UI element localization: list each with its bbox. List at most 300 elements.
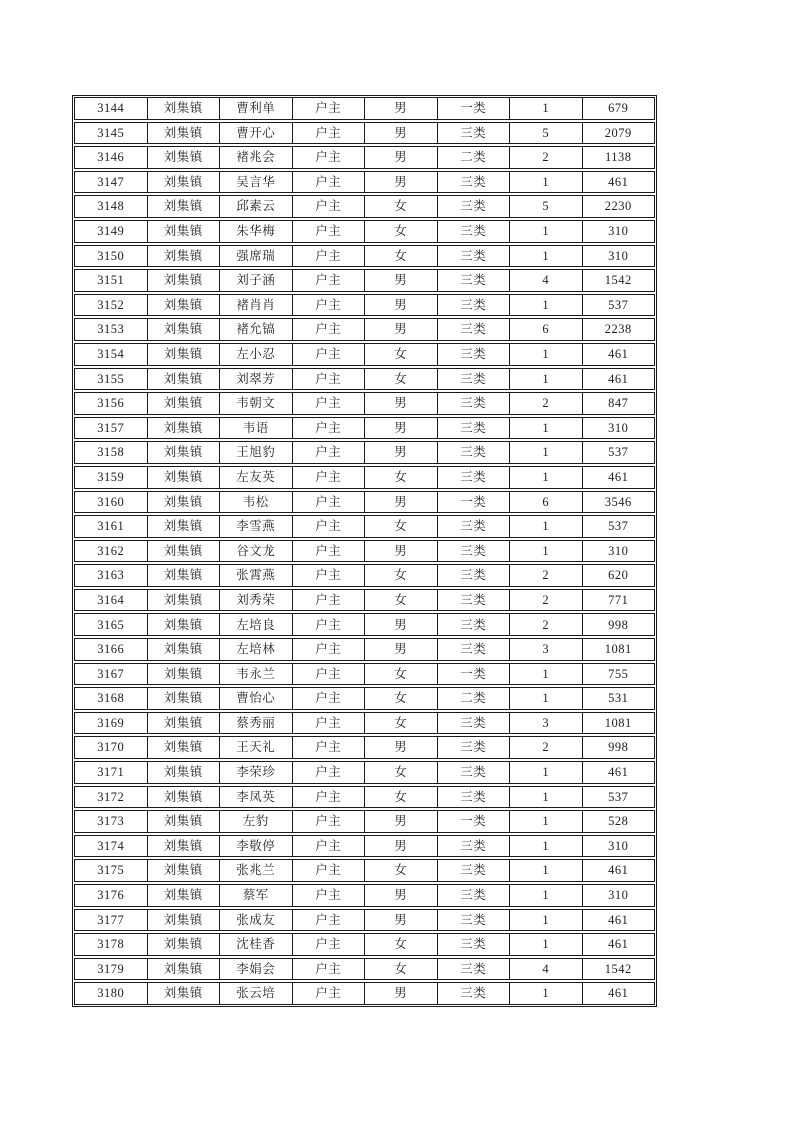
amount: 310 [582, 418, 655, 439]
town: 刘集镇 [147, 836, 220, 857]
town: 刘集镇 [147, 442, 220, 463]
category: 三类 [437, 983, 510, 1004]
amount: 1542 [582, 959, 655, 980]
name: 韦永兰 [219, 664, 292, 685]
name: 左培良 [219, 614, 292, 635]
relation: 户主 [292, 196, 365, 217]
category: 三类 [437, 344, 510, 365]
category: 三类 [437, 910, 510, 931]
relation: 户主 [292, 860, 365, 881]
household-count: 2 [509, 147, 582, 168]
name: 王天礼 [219, 737, 292, 758]
gender: 女 [364, 787, 437, 808]
serial-number: 3174 [97, 838, 125, 853]
serial-number: 3173 [97, 814, 125, 829]
name: 左豹 [219, 811, 292, 832]
category: 三类 [437, 123, 510, 144]
category: 三类 [437, 787, 510, 808]
household-count: 2 [509, 590, 582, 611]
gender: 女 [364, 565, 437, 586]
name: 朱华梅 [219, 221, 292, 242]
amount: 537 [582, 516, 655, 537]
amount: 537 [582, 787, 655, 808]
table-row [74, 245, 655, 268]
household-count: 2 [509, 737, 582, 758]
household-count: 1 [509, 369, 582, 390]
category: 三类 [437, 934, 510, 955]
name: 张云培 [219, 983, 292, 1004]
relation: 户主 [292, 614, 365, 635]
serial-number: 3150 [97, 248, 125, 263]
serial-number: 3167 [97, 666, 125, 681]
serial-number: 3170 [97, 740, 125, 755]
household-count: 1 [509, 246, 582, 267]
household-count: 1 [509, 541, 582, 562]
household-count: 2 [509, 565, 582, 586]
name: 张霄燕 [219, 565, 292, 586]
gender: 男 [364, 319, 437, 340]
town: 刘集镇 [147, 467, 220, 488]
household-count: 2 [509, 393, 582, 414]
relation: 户主 [292, 418, 365, 439]
gender: 女 [364, 467, 437, 488]
relation: 户主 [292, 123, 365, 144]
town: 刘集镇 [147, 811, 220, 832]
household-count: 1 [509, 664, 582, 685]
table-row [74, 220, 655, 243]
gender: 女 [364, 959, 437, 980]
serial-number: 3165 [97, 617, 125, 632]
gender: 女 [364, 516, 437, 537]
household-count: 1 [509, 516, 582, 537]
table-row [74, 859, 655, 882]
serial-number: 3178 [97, 937, 125, 952]
amount: 755 [582, 664, 655, 685]
gender: 男 [364, 836, 437, 857]
household-count: 1 [509, 811, 582, 832]
name: 曹利单 [219, 98, 292, 119]
gender: 男 [364, 983, 437, 1004]
household-count: 6 [509, 319, 582, 340]
category: 三类 [437, 860, 510, 881]
gender: 男 [364, 639, 437, 660]
relation: 户主 [292, 172, 365, 193]
household-count: 4 [509, 270, 582, 291]
relation: 户主 [292, 664, 365, 685]
relation: 户主 [292, 983, 365, 1004]
household-count: 1 [509, 221, 582, 242]
name: 强席瑞 [219, 246, 292, 267]
amount: 461 [582, 344, 655, 365]
table-row [74, 712, 655, 735]
category: 三类 [437, 319, 510, 340]
name: 左小忍 [219, 344, 292, 365]
serial-number: 3155 [97, 371, 125, 386]
serial-number: 3175 [97, 863, 125, 878]
gender: 女 [364, 344, 437, 365]
table-row [74, 933, 655, 956]
category: 三类 [437, 565, 510, 586]
town: 刘集镇 [147, 98, 220, 119]
gender: 男 [364, 295, 437, 316]
amount: 461 [582, 172, 655, 193]
relation: 户主 [292, 787, 365, 808]
serial-number: 3154 [97, 346, 125, 361]
gender: 男 [364, 123, 437, 144]
amount: 531 [582, 688, 655, 709]
name: 沈桂香 [219, 934, 292, 955]
relation: 户主 [292, 885, 365, 906]
relation: 户主 [292, 369, 365, 390]
gender: 男 [364, 442, 437, 463]
category: 三类 [437, 442, 510, 463]
gender: 男 [364, 98, 437, 119]
table-row [74, 761, 655, 784]
category: 三类 [437, 295, 510, 316]
household-count: 3 [509, 713, 582, 734]
table-row [74, 736, 655, 759]
town: 刘集镇 [147, 860, 220, 881]
town: 刘集镇 [147, 639, 220, 660]
relation: 户主 [292, 639, 365, 660]
table-row [74, 884, 655, 907]
town: 刘集镇 [147, 147, 220, 168]
relation: 户主 [292, 737, 365, 758]
table-row [74, 392, 655, 415]
town: 刘集镇 [147, 270, 220, 291]
table-row [74, 441, 655, 464]
name: 邱素云 [219, 196, 292, 217]
household-count: 1 [509, 295, 582, 316]
table-row [74, 318, 655, 341]
gender: 男 [364, 418, 437, 439]
category: 三类 [437, 713, 510, 734]
amount: 528 [582, 811, 655, 832]
gender: 女 [364, 246, 437, 267]
relation: 户主 [292, 98, 365, 119]
relation: 户主 [292, 688, 365, 709]
amount: 310 [582, 885, 655, 906]
household-count: 1 [509, 983, 582, 1004]
category: 三类 [437, 762, 510, 783]
town: 刘集镇 [147, 196, 220, 217]
category: 一类 [437, 811, 510, 832]
town: 刘集镇 [147, 393, 220, 414]
amount: 2079 [582, 123, 655, 144]
category: 三类 [437, 246, 510, 267]
amount: 1081 [582, 639, 655, 660]
amount: 461 [582, 369, 655, 390]
serial-number: 3169 [97, 715, 125, 730]
town: 刘集镇 [147, 295, 220, 316]
name: 刘翠芳 [219, 369, 292, 390]
relation: 户主 [292, 270, 365, 291]
household-count: 1 [509, 442, 582, 463]
gender: 男 [364, 910, 437, 931]
category: 三类 [437, 590, 510, 611]
category: 三类 [437, 418, 510, 439]
relation: 户主 [292, 934, 365, 955]
category: 三类 [437, 836, 510, 857]
category: 二类 [437, 147, 510, 168]
gender: 男 [364, 541, 437, 562]
relation: 户主 [292, 713, 365, 734]
serial-number: 3157 [97, 420, 125, 435]
name: 吴言华 [219, 172, 292, 193]
gender: 女 [364, 590, 437, 611]
serial-number: 3149 [97, 224, 125, 239]
table-row [74, 958, 655, 981]
amount: 310 [582, 246, 655, 267]
category: 三类 [437, 639, 510, 660]
serial-number: 3164 [97, 592, 125, 607]
household-count: 1 [509, 98, 582, 119]
amount: 1542 [582, 270, 655, 291]
gender: 女 [364, 713, 437, 734]
table-row [74, 146, 655, 169]
town: 刘集镇 [147, 664, 220, 685]
serial-number: 3151 [97, 273, 125, 288]
relation: 户主 [292, 344, 365, 365]
category: 三类 [437, 614, 510, 635]
serial-number: 3147 [97, 174, 125, 189]
category: 三类 [437, 516, 510, 537]
amount: 2238 [582, 319, 655, 340]
amount: 771 [582, 590, 655, 611]
gender: 女 [364, 664, 437, 685]
relation: 户主 [292, 836, 365, 857]
name: 褚兆会 [219, 147, 292, 168]
amount: 1138 [582, 147, 655, 168]
name: 曹怡心 [219, 688, 292, 709]
serial-number: 3148 [97, 199, 125, 214]
gender: 男 [364, 492, 437, 513]
household-count: 1 [509, 467, 582, 488]
name: 李凤英 [219, 787, 292, 808]
category: 一类 [437, 492, 510, 513]
serial-number: 3152 [97, 297, 125, 312]
table-row [74, 613, 655, 636]
serial-number: 3161 [97, 519, 125, 534]
gender: 男 [364, 393, 437, 414]
category: 三类 [437, 467, 510, 488]
household-count: 1 [509, 910, 582, 931]
town: 刘集镇 [147, 688, 220, 709]
town: 刘集镇 [147, 983, 220, 1004]
amount: 310 [582, 836, 655, 857]
amount: 310 [582, 221, 655, 242]
amount: 461 [582, 983, 655, 1004]
serial-number: 3144 [97, 101, 125, 116]
gender: 女 [364, 762, 437, 783]
category: 一类 [437, 98, 510, 119]
amount: 461 [582, 467, 655, 488]
category: 三类 [437, 541, 510, 562]
category: 三类 [437, 959, 510, 980]
name: 谷文龙 [219, 541, 292, 562]
name: 李娟会 [219, 959, 292, 980]
town: 刘集镇 [147, 959, 220, 980]
serial-number: 3180 [97, 986, 125, 1001]
name: 褚允镐 [219, 319, 292, 340]
amount: 461 [582, 762, 655, 783]
serial-number: 3162 [97, 543, 125, 558]
town: 刘集镇 [147, 319, 220, 340]
household-count: 2 [509, 614, 582, 635]
town: 刘集镇 [147, 123, 220, 144]
relation: 户主 [292, 516, 365, 537]
relation: 户主 [292, 762, 365, 783]
amount: 998 [582, 737, 655, 758]
name: 蔡秀丽 [219, 713, 292, 734]
name: 左培林 [219, 639, 292, 660]
household-count: 1 [509, 688, 582, 709]
amount: 679 [582, 98, 655, 119]
relation: 户主 [292, 295, 365, 316]
serial-number: 3145 [97, 125, 125, 140]
relation: 户主 [292, 811, 365, 832]
amount: 537 [582, 442, 655, 463]
name: 王旭豹 [219, 442, 292, 463]
serial-number: 3177 [97, 912, 125, 927]
amount: 537 [582, 295, 655, 316]
table-row [74, 810, 655, 833]
serial-number: 3179 [97, 961, 125, 976]
household-count: 3 [509, 639, 582, 660]
table-row [74, 417, 655, 440]
household-count: 1 [509, 860, 582, 881]
serial-number: 3153 [97, 322, 125, 337]
town: 刘集镇 [147, 516, 220, 537]
name: 韦松 [219, 492, 292, 513]
category: 三类 [437, 196, 510, 217]
table-row [74, 663, 655, 686]
relation: 户主 [292, 221, 365, 242]
table-row [74, 294, 655, 317]
town: 刘集镇 [147, 713, 220, 734]
household-count: 5 [509, 196, 582, 217]
town: 刘集镇 [147, 369, 220, 390]
household-count: 4 [509, 959, 582, 980]
town: 刘集镇 [147, 787, 220, 808]
category: 三类 [437, 393, 510, 414]
serial-number: 3156 [97, 396, 125, 411]
name: 韦朝文 [219, 393, 292, 414]
table-row [74, 638, 655, 661]
serial-number: 3160 [97, 494, 125, 509]
name: 蔡军 [219, 885, 292, 906]
category: 三类 [437, 221, 510, 242]
town: 刘集镇 [147, 172, 220, 193]
category: 三类 [437, 270, 510, 291]
serial-number: 3146 [97, 150, 125, 165]
amount: 310 [582, 541, 655, 562]
relation: 户主 [292, 442, 365, 463]
gender: 女 [364, 196, 437, 217]
household-count: 1 [509, 418, 582, 439]
amount: 3546 [582, 492, 655, 513]
relation: 户主 [292, 959, 365, 980]
name: 李雪燕 [219, 516, 292, 537]
table-row [74, 589, 655, 612]
town: 刘集镇 [147, 221, 220, 242]
table-row [74, 195, 655, 218]
gender: 女 [364, 688, 437, 709]
amount: 461 [582, 934, 655, 955]
gender: 女 [364, 369, 437, 390]
relation: 户主 [292, 541, 365, 562]
gender: 男 [364, 737, 437, 758]
serial-number: 3176 [97, 888, 125, 903]
household-roster-table [72, 95, 657, 1007]
town: 刘集镇 [147, 246, 220, 267]
relation: 户主 [292, 467, 365, 488]
gender: 男 [364, 270, 437, 291]
town: 刘集镇 [147, 762, 220, 783]
name: 张成友 [219, 910, 292, 931]
amount: 998 [582, 614, 655, 635]
table-row [74, 269, 655, 292]
table-row [74, 122, 655, 145]
name: 韦语 [219, 418, 292, 439]
gender: 男 [364, 885, 437, 906]
amount: 620 [582, 565, 655, 586]
name: 左友英 [219, 467, 292, 488]
household-count: 1 [509, 787, 582, 808]
amount: 461 [582, 860, 655, 881]
amount: 1081 [582, 713, 655, 734]
table-row [74, 564, 655, 587]
name: 刘秀荣 [219, 590, 292, 611]
household-count: 1 [509, 885, 582, 906]
relation: 户主 [292, 565, 365, 586]
town: 刘集镇 [147, 614, 220, 635]
relation: 户主 [292, 319, 365, 340]
table-row [74, 909, 655, 932]
table-row [74, 368, 655, 391]
household-count: 1 [509, 762, 582, 783]
relation: 户主 [292, 492, 365, 513]
serial-number: 3163 [97, 568, 125, 583]
category: 一类 [437, 664, 510, 685]
table-row [74, 540, 655, 563]
household-count: 1 [509, 836, 582, 857]
gender: 男 [364, 172, 437, 193]
category: 三类 [437, 172, 510, 193]
amount: 2230 [582, 196, 655, 217]
gender: 女 [364, 221, 437, 242]
table-row [74, 515, 655, 538]
amount: 461 [582, 910, 655, 931]
serial-number: 3159 [97, 469, 125, 484]
serial-number: 3166 [97, 642, 125, 657]
gender: 女 [364, 860, 437, 881]
town: 刘集镇 [147, 590, 220, 611]
household-count: 1 [509, 172, 582, 193]
category: 三类 [437, 885, 510, 906]
category: 二类 [437, 688, 510, 709]
name: 刘子涵 [219, 270, 292, 291]
town: 刘集镇 [147, 934, 220, 955]
table-row [74, 466, 655, 489]
table-row [74, 835, 655, 858]
name: 李敬停 [219, 836, 292, 857]
household-count: 1 [509, 344, 582, 365]
town: 刘集镇 [147, 565, 220, 586]
relation: 户主 [292, 910, 365, 931]
name: 褚肖肖 [219, 295, 292, 316]
town: 刘集镇 [147, 910, 220, 931]
